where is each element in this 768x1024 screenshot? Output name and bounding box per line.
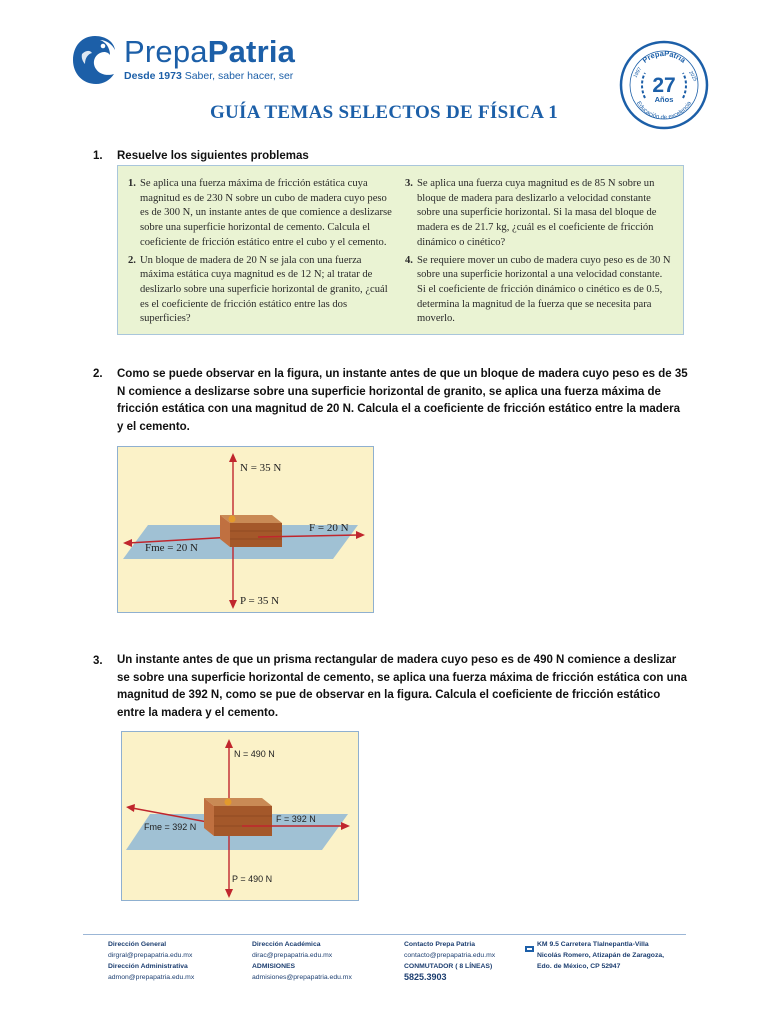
footer-col-contacto — [404, 939, 495, 983]
q3-line-3: magnitud de 392 N, como se pue de observar en la figura. Calcula el coeficiente de fricción estático — [117, 689, 661, 701]
footer-phone-number: 5825.3903 — [404, 972, 447, 982]
block-front — [214, 806, 272, 836]
problem-1-number: 1. — [128, 178, 136, 189]
q3-line-2: se sobre una superficie horizontal de cemento, se aplica una fuerza máxima de fricción estática con una — [117, 671, 688, 684]
footer-email-link[interactable]: admisiones@prepapatria.edu.mx — [252, 974, 352, 981]
brand-name — [124, 34, 295, 70]
page-title: GUÍA TEMAS SELECTOS DE FÍSICA 1 — [209, 102, 559, 123]
normal-force-arrowhead — [229, 453, 237, 462]
applied-force-label: F = 20 N — [309, 522, 349, 534]
footer-heading: Dirección Académica — [252, 941, 321, 948]
footer-col-direccion-general — [108, 939, 194, 983]
q2-line-3: fricción estática con una magnitud de 20 N. Calcula el a coeficiente de fricción estático entre la madera — [117, 403, 681, 415]
problem-2-number: 2. — [128, 254, 136, 266]
problem-3-number: 3. — [405, 178, 413, 189]
force-origin-dot — [229, 516, 236, 523]
problems-left-column — [128, 177, 396, 330]
q3-line-4: entre la madera y el cemento. — [117, 706, 279, 719]
problems-right-column — [405, 177, 673, 330]
problems-box — [117, 165, 684, 335]
block-top — [204, 798, 272, 806]
address-line: Edo. de México, CP 52947 — [537, 963, 621, 970]
footer-divider — [83, 934, 686, 935]
brand-prefix: Prepa — [124, 34, 208, 69]
footer-col-address — [537, 939, 664, 972]
q3-line-1: Un instante antes de que un prisma rectangular de madera cuyo peso es de 490 N comience a deslizar — [117, 654, 677, 666]
normal-force-arrowhead — [225, 739, 233, 748]
applied-force-arrowhead — [341, 822, 350, 830]
footer-email-link[interactable]: admon@prepapatria.edu.mx — [108, 974, 195, 981]
brand-suffix: Patria — [207, 34, 296, 69]
footer-heading: Contacto Prepa Patria — [404, 941, 476, 948]
q3-text — [117, 652, 688, 722]
address-line: KM 9.5 Carretera Tlalnepantla-Villa — [537, 941, 649, 948]
weight-label: P = 35 N — [240, 595, 280, 607]
q3-number: 3. — [93, 655, 103, 667]
problem-3-text: Se aplica una fuerza cuya magnitud es de 85 N sobre un bloque de madera para deslizarlo a velocidad constante sobre una superficie horizontal. Si la masa del bloque de madera es de 21.7 kg, ¿cuál es el coeficiente de fricción dinámico o cinético? — [417, 178, 657, 248]
q1-text: Resuelve los siguientes problemas — [117, 150, 309, 162]
q2-line-4: y el cemento. — [117, 420, 190, 433]
q2-number: 2. — [93, 368, 103, 380]
problem-1-text: Se aplica una fuerza máxima de fricción estática cuya magnitud es de 230 N sobre un cubo de madera cuyo peso es de 300 N, un instante antes de que comience a deslizarse sobre una superficie horizontal de cemento. Calcula el coeficiente de fricción estático entre el cubo y el cemento. — [140, 178, 392, 248]
footer-heading: ADMISIONES — [252, 963, 296, 970]
prepapatria-logo-icon — [70, 34, 120, 86]
footer-heading: Dirección Administrativa — [108, 963, 188, 970]
badge-years-number: 27 — [652, 74, 676, 97]
footer-heading: CONMUTADOR ( 8 LÍNEAS) — [404, 963, 493, 970]
footer-email-link[interactable]: dirac@prepapatria.edu.mx — [252, 952, 333, 959]
friction-arrowhead — [123, 539, 132, 547]
badge-years-word: Años — [654, 95, 674, 104]
footer-email-link[interactable]: contacto@prepapatria.edu.mx — [404, 952, 496, 959]
footer-col-direccion-academica — [252, 939, 352, 983]
friction-force-label: Fme = 20 N — [145, 542, 198, 554]
friction-force-label: Fme = 392 N — [144, 822, 197, 832]
applied-force-label: F = 392 N — [276, 814, 316, 824]
q2-line-1: Como se puede observar en la figura, un instante antes de que un bloque de madera cuyo peso es de 35 — [117, 368, 688, 380]
normal-force-label: N = 490 N — [234, 749, 275, 759]
weight-arrowhead — [225, 889, 233, 898]
problem-2-text: Un bloque de madera de 20 N se jala con una fuerza máxima estática cuya magnitud es de 12 N; al tratar de deslizarlo sobre una superficie horizontal de granito, ¿cuál es el coeficiente de fricción estático entre las dos superficies? — [140, 254, 388, 325]
badge-year-end: 2025 — [687, 70, 699, 83]
problem-4-number: 4. — [405, 254, 413, 266]
badge-motto: Educación de excelencia — [634, 100, 694, 122]
weight-label: P = 490 N — [232, 874, 273, 884]
footer-email-link[interactable]: dirgral@prepapatria.edu.mx — [108, 952, 193, 959]
location-pin-icon — [525, 940, 534, 948]
problem-4-text: Se requiere mover un cubo de madera cuyo peso es de 30 N sobre una superficie horizontal a una velocidad constante. Si el coeficiente de fricción dinámico o cinético es de 0.5, determina la magnitud de la fuerza que se necesita para moverlo. — [417, 254, 671, 325]
weight-arrowhead — [229, 600, 237, 609]
normal-force-label: N = 35 N — [240, 462, 282, 474]
tagline-year: Desde 1973 — [124, 70, 182, 82]
tagline-text: Saber, saber hacer, ser — [181, 70, 294, 82]
applied-force-arrowhead — [356, 531, 365, 539]
q2-line-2: N comience a deslizarse sobre una superficie horizontal de granito, se aplica una fuerza máxima de — [117, 385, 661, 398]
address-line: Nicolás Romero, Atizapán de Zaragoza, — [537, 952, 665, 959]
badge-year-start: 1997 — [632, 66, 644, 79]
friction-arrowhead — [126, 804, 135, 812]
figure-prism-cement — [121, 731, 359, 901]
figure-block-granite — [117, 446, 374, 613]
footer-heading: Dirección General — [108, 941, 167, 948]
block-front — [230, 523, 282, 547]
q1-number: 1. — [93, 150, 103, 162]
brand-tagline — [124, 70, 293, 82]
q2-text — [117, 366, 688, 436]
badge-name: PrepaPatria — [640, 48, 688, 65]
force-origin-dot — [225, 799, 232, 806]
